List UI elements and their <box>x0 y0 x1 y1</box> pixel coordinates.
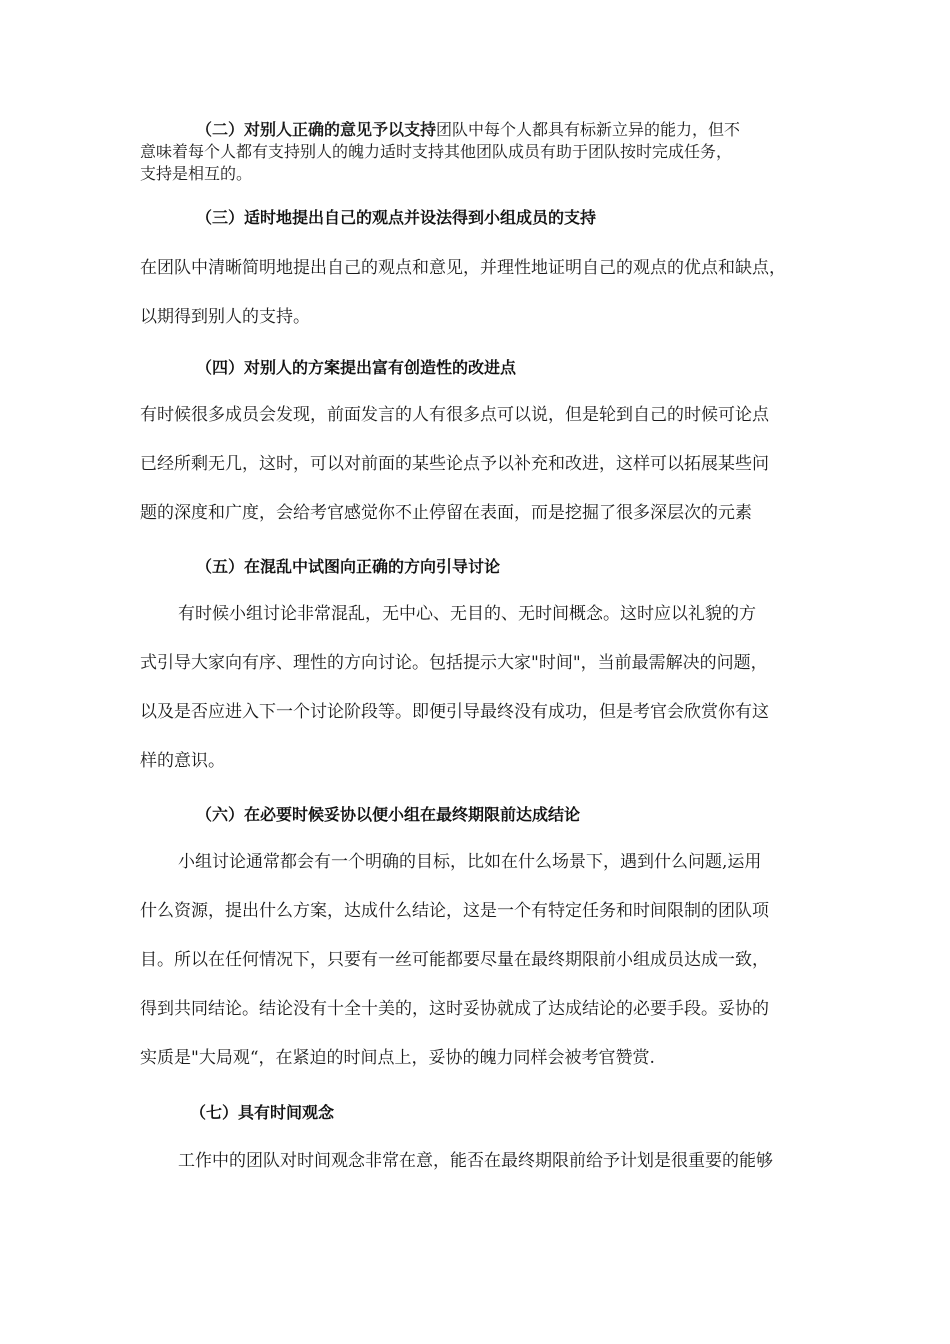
section-5-line-3: 以及是否应进入下一个讨论阶段等。即便引导最终没有成功，但是考官会欣赏你有这 <box>140 702 769 722</box>
section-2-heading: （二）对别人正确的意见予以支持 <box>196 120 437 139</box>
section-6-line-5: 实质是"大局观“，在紧迫的时间点上，妥协的魄力同样会被考官赞赏. <box>140 1048 655 1068</box>
section-3-line-2: 以期得到别人的支持。 <box>140 307 310 327</box>
section-6-line-2: 什么资源，提出什么方案，达成什么结论，这是一个有特定任务和时间限制的团队项 <box>140 901 769 921</box>
section-7-heading <box>140 1100 830 1123</box>
section-5-body <box>140 590 830 786</box>
section-6-body <box>140 838 830 1083</box>
section-6-heading-text: （六）在必要时候妥协以便小组在最终期限前达成结论 <box>196 805 581 824</box>
section-2-line-3: 支持是相互的。 <box>140 164 253 183</box>
section-5-line-2: 式引导大家向有序、理性的方向讨论。包括提示大家"时间"，当前最需解决的问题， <box>140 653 768 673</box>
section-4-line-2: 已经所剩无几，这时，可以对前面的某些论点予以补充和改进，这样可以拓展某些问 <box>140 454 769 474</box>
section-2-line-2: 意味着每个人都有支持别人的魄力适时支持其他团队成员有助于团队按时完成任务， <box>140 142 733 161</box>
section-3-heading-text: （三）适时地提出自己的观点并设法得到小组成员的支持 <box>196 208 597 227</box>
section-6-heading <box>140 802 830 825</box>
section-3-heading <box>140 205 830 228</box>
section-6-line-4: 得到共同结论。结论没有十全十美的，这时妥协就成了达成结论的必要手段。妥协的 <box>140 999 769 1019</box>
section-4-heading <box>140 355 830 378</box>
section-3-line-1: 在团队中清晰简明地提出自己的观点和意见，并理性地证明自己的观点的优点和缺点， <box>140 258 786 278</box>
section-5-line-1: 有时候小组讨论非常混乱，无中心、无目的、无时间概念。这时应以礼貌的方 <box>178 604 756 624</box>
section-4-line-3: 题的深度和广度，会给考官感觉你不止停留在表面，而是挖掘了很多深层次的元素 <box>140 503 752 523</box>
section-6-line-1: 小组讨论通常都会有一个明确的目标，比如在什么场景下，遇到什么问题,运用 <box>178 852 762 872</box>
section-2-line-1: 团队中每个人都具有标新立异的能力，但不 <box>436 120 741 139</box>
section-5-heading-text: （五）在混乱中试图向正确的方向引导讨论 <box>196 557 501 576</box>
section-7-body <box>140 1137 830 1186</box>
section-7-line-1: 工作中的团队对时间观念非常在意，能否在最终期限前给予计划是很重要的能够 <box>178 1151 773 1171</box>
section-5-heading <box>140 554 830 577</box>
section-3-body <box>140 244 830 342</box>
section-5-line-4: 样的意识。 <box>140 751 225 771</box>
section-4-body <box>140 391 830 538</box>
section-7-heading-text: （七）具有时间观念 <box>190 1103 335 1122</box>
section-4-heading-text: （四）对别人的方案提出富有创造性的改进点 <box>196 358 517 377</box>
section-4-line-1: 有时候很多成员会发现，前面发言的人有很多点可以说，但是轮到自己的时候可论点 <box>140 405 769 425</box>
section-6-line-3: 目。所以在任何情况下，只要有一丝可能都要尽量在最终期限前小组成员达成一致， <box>140 950 769 970</box>
section-2-paragraph <box>140 119 830 185</box>
